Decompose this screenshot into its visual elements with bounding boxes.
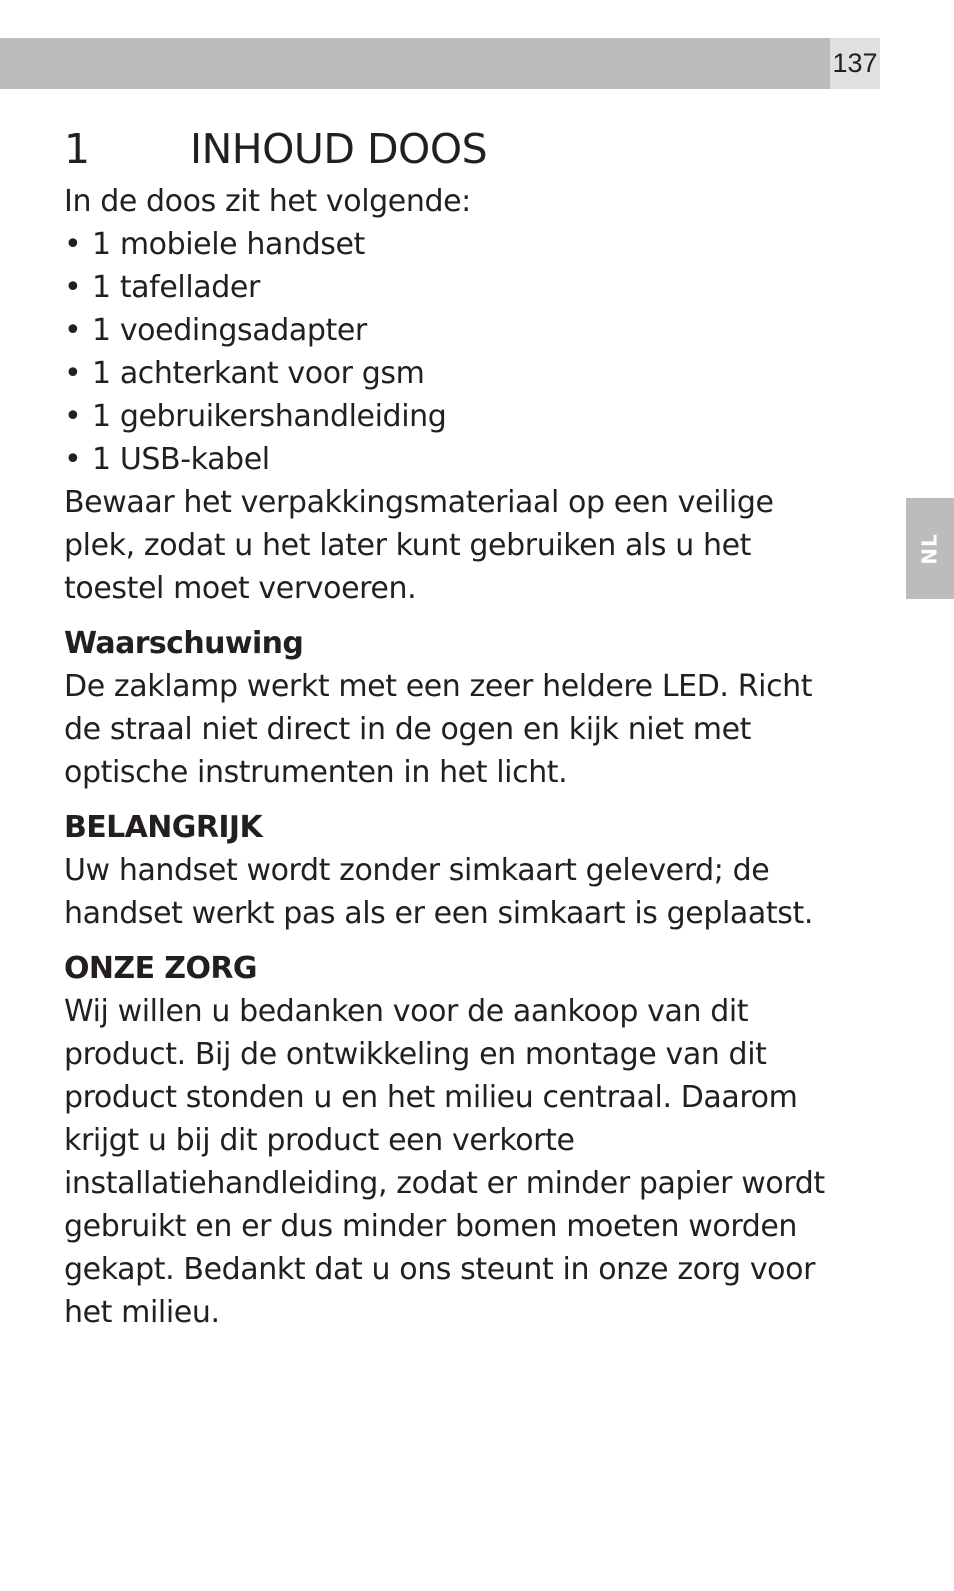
list-item: • 1 tafellader — [64, 270, 260, 305]
header-bar — [0, 38, 830, 89]
contents-list — [64, 223, 884, 481]
warning-heading: Waarschuwing — [64, 626, 304, 661]
list-item: • 1 mobiele handset — [64, 227, 365, 262]
section-title — [64, 120, 884, 178]
page-content — [64, 120, 884, 1334]
care-heading: ONZE ZORG — [64, 951, 257, 986]
important-heading: BELANGRIJK — [64, 810, 263, 845]
section-title-text: INHOUD DOOS — [190, 125, 488, 173]
list-item: • 1 achterkant voor gsm — [64, 356, 425, 391]
section-number: 1 — [64, 125, 90, 173]
page-number: 137 — [830, 38, 880, 89]
warning-text: De zaklamp werkt met een zeer heldere LED. Richt de straal niet direct in de ogen en kijk niet met optische instrumenten in het licht. — [64, 669, 813, 790]
important-text: Uw handset wordt zonder simkaart geleverd; de handset werkt pas als er een simkaart is geplaatst. — [64, 853, 813, 931]
storage-note: Bewaar het verpakkingsmateriaal op een veilige plek, zodat u het later kunt gebruiken als u het toestel moet vervoeren. — [64, 485, 774, 606]
language-tab — [906, 498, 954, 599]
list-item: • 1 USB-kabel — [64, 442, 270, 477]
list-item: • 1 voedingsadapter — [64, 313, 367, 348]
list-item: • 1 gebruikershandleiding — [64, 399, 447, 434]
language-tab-label: NL — [917, 532, 942, 565]
care-text: Wij willen u bedanken voor de aankoop van dit product. Bij de ontwikkeling en montage van dit product stonden u en het milieu centraal. Daarom krijgt u bij dit product een verkorte installatiehandleiding, zodat er minder papier wordt gebruikt en er dus minder bomen moeten worden gekapt. Bedankt dat u ons steunt in onze zorg voor het milieu. — [64, 994, 825, 1330]
intro-text: In de doos zit het volgende: — [64, 184, 471, 219]
